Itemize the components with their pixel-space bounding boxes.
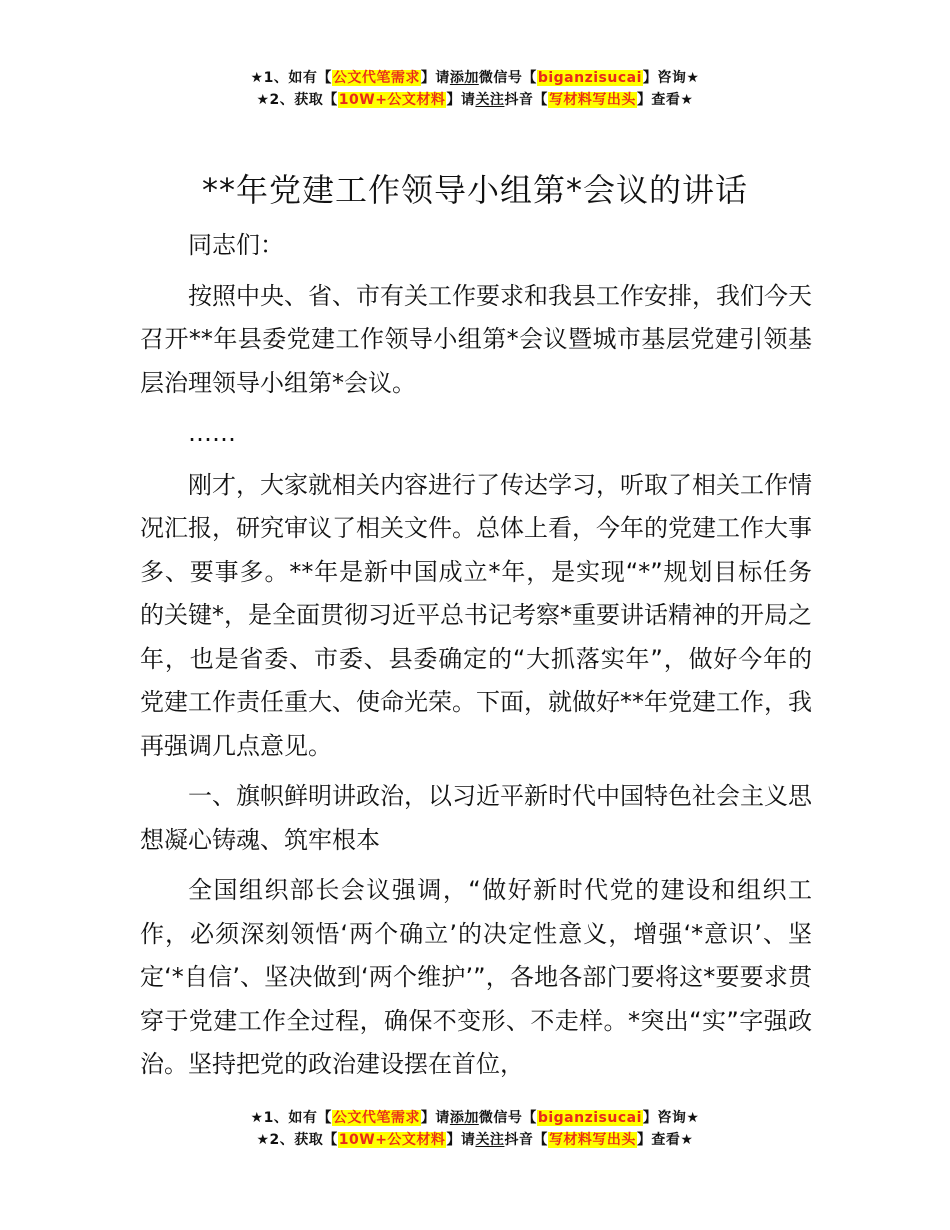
highlight-service: 公文代笔需求 [332,70,420,86]
banner-line-1 [0,1107,950,1129]
highlight-materials: 10W+公文材料 [338,92,446,108]
banner-text: 】咨询★ [642,70,700,86]
banner-text: 抖音【 [504,1132,548,1148]
banner-text: 抖音【 [504,92,548,108]
banner-text: 添加 [449,70,479,86]
banner-text: 微信号【 [478,1110,537,1126]
highlight-service: 公文代笔需求 [332,1110,420,1126]
section-heading: 一、旗帜鲜明讲政治，以习近平新时代中国特色社会主义思想凝心铸魂、筑牢根本 [140,782,812,854]
banner-line-1 [0,67,950,89]
banner-text: ★2、获取【 [256,1132,338,1148]
document-body [140,224,812,1094]
banner-line-2 [0,89,950,111]
banner-text: 微信号【 [478,70,537,86]
banner-text: 】请 [446,1132,476,1148]
banner-text: 】查看★ [636,1132,694,1148]
ellipsis: …… [188,419,236,447]
banner-text: ★1、如有【 [250,70,332,86]
banner-line-2 [0,1129,950,1151]
banner-text: 添加 [449,1110,479,1126]
paragraph: 刚才，大家就相关内容进行了传达学习，听取了相关工作情况汇报，研究审议了相关文件。总体上看，今年的党建工作大事多、要事多。**年是新中国成立*年，是实现“*”规划目标任务的关键*，是全面贯彻习近平总书记考察*重要讲话精神的开局之年，也是省委、市委、县委确定的“大抓落实年”，做好今年的党建工作责任重大、使命光荣。下面，就做好**年党建工作，我再强调几点意见。 [140,470,812,760]
banner-text: 】请 [420,1110,450,1126]
highlight-materials: 10W+公文材料 [338,1132,446,1148]
banner-text: 关注 [475,1132,505,1148]
highlight-douyin: 写材料写出头 [548,92,636,108]
salutation: 同志们： [188,231,284,259]
banner-text: 】咨询★ [642,1110,700,1126]
paragraph: 全国组织部长会议强调，“做好新时代党的建设和组织工作，必须深刻领悟‘两个确立’的决定性意义，增强‘*意识’、坚定‘*自信’、坚决做到‘两个维护’”，各地各部门要将这*要要求贯穿于党建工作全过程，确保不变形、不走样。*突出“实”字强政治。坚持把党的政治建设摆在首位， [140,876,812,1078]
banner-text: ★2、获取【 [256,92,338,108]
document-title: **年党建工作领导小组第*会议的讲话 [201,171,748,209]
paragraph: 按照中央、省、市有关工作要求和我县工作安排，我们今天召开**年县委党建工作领导小组第*会议暨城市基层党建引领基层治理领导小组第*会议。 [140,281,812,397]
highlight-wechat-id: biganzisucai [537,1110,642,1126]
highlight-wechat-id: biganzisucai [537,70,642,86]
highlight-douyin: 写材料写出头 [548,1132,636,1148]
footer-banner [0,1107,950,1151]
banner-text: 】请 [420,70,450,86]
banner-text: ★1、如有【 [250,1110,332,1126]
banner-text: 】查看★ [636,92,694,108]
banner-text: 关注 [475,92,505,108]
header-banner [0,67,950,111]
banner-text: 】请 [446,92,476,108]
